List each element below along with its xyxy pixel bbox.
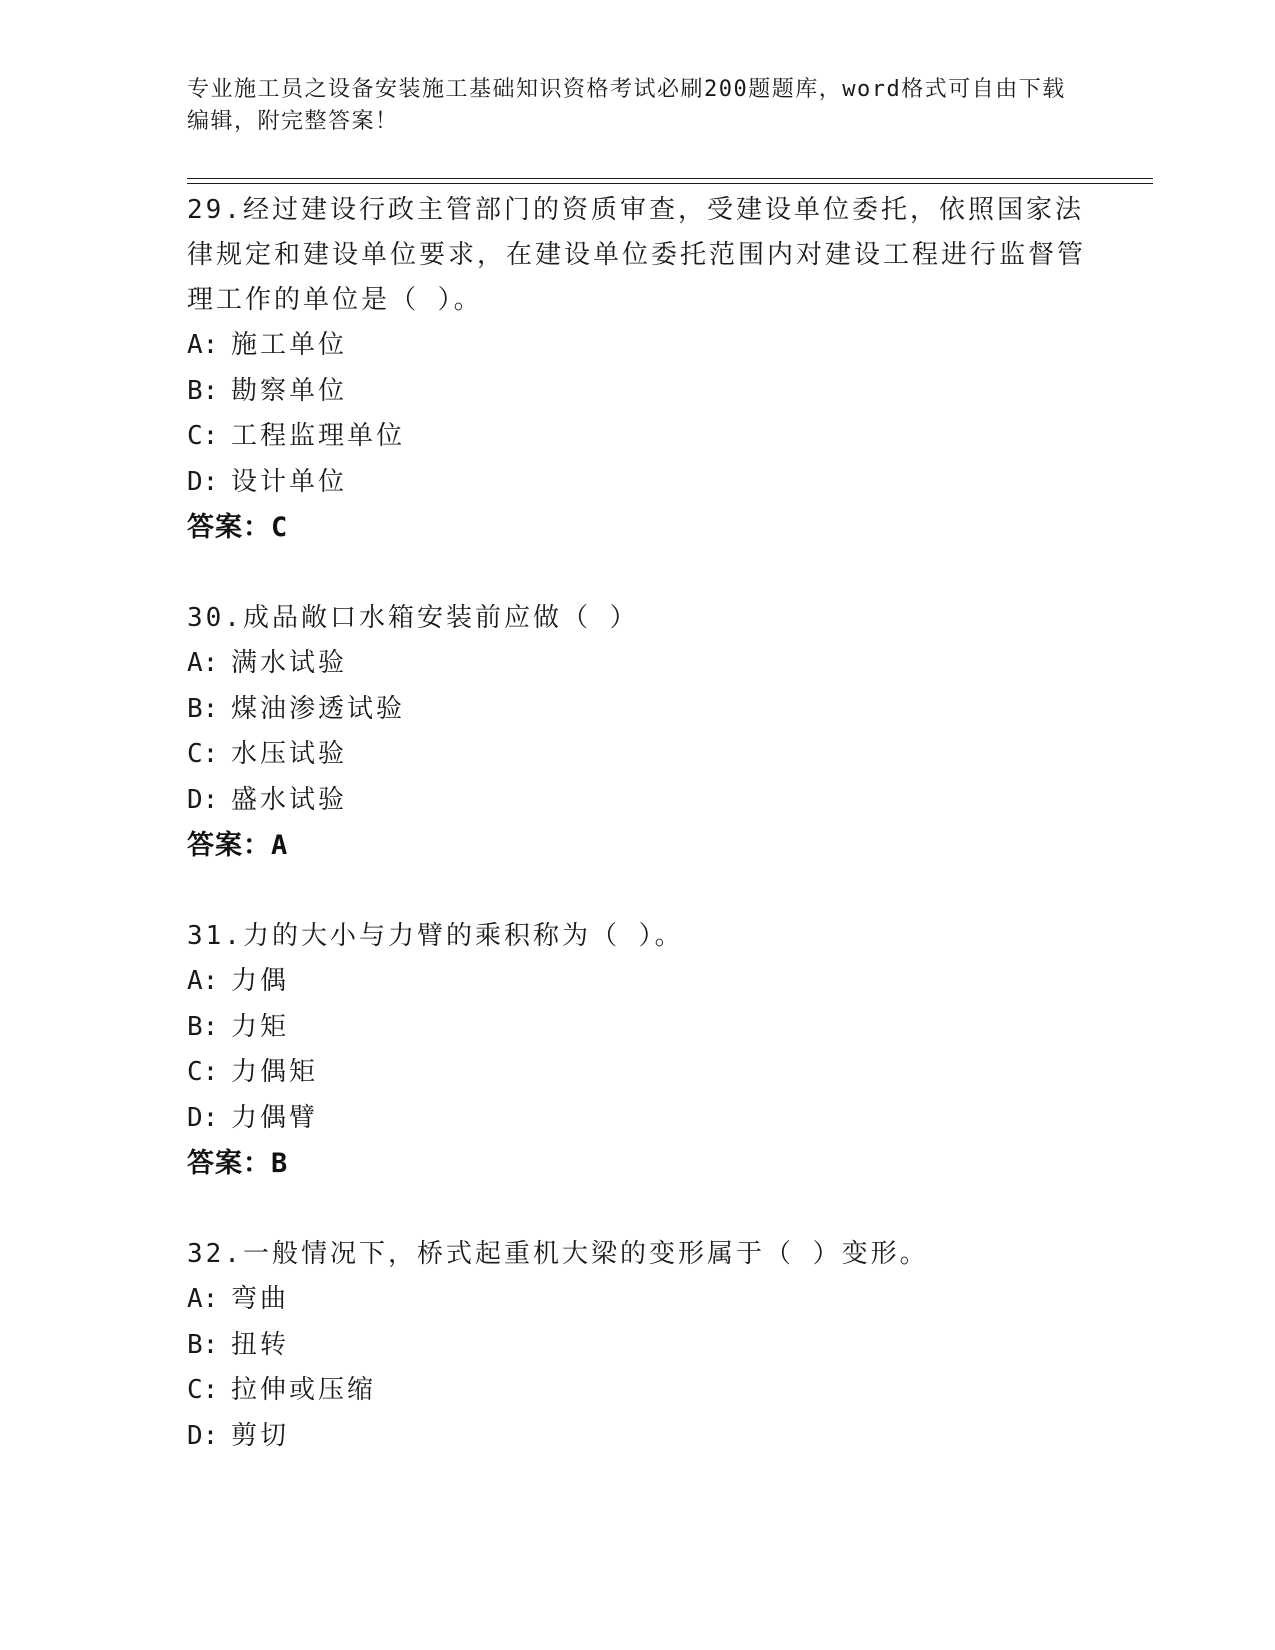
option-key: C: (187, 739, 219, 769)
option-text: 扭转 (231, 1329, 290, 1360)
option-text: 设计单位 (231, 466, 348, 497)
option-text: 满水试验 (231, 648, 348, 678)
option-key: A: (187, 648, 219, 678)
question-31 (187, 914, 1087, 1187)
option-key: C: (187, 421, 219, 451)
question-stem: 32.一般情况下，桥式起重机大梁的变形属于（ ）变形。 (187, 1239, 929, 1269)
option-key: D: (187, 1420, 219, 1451)
answer-line: 答案：C (187, 512, 289, 543)
option-text: 力矩 (231, 1011, 290, 1042)
spacer (187, 1187, 1087, 1232)
option-text: 水压试验 (231, 739, 348, 769)
option-text: 力偶矩 (231, 1057, 319, 1087)
option-d (187, 460, 1087, 506)
option-a (187, 959, 1087, 1005)
document-header: 专业施工员之设备安装施工基础知识资格考试必刷200题题库，word格式可自由下载编辑，附完整答案！ (187, 77, 1066, 134)
option-key: B: (187, 375, 219, 406)
option-b (187, 369, 1087, 415)
question-30 (187, 596, 1087, 869)
option-key: A: (187, 330, 219, 360)
option-key: A: (187, 1284, 219, 1314)
option-b (187, 1005, 1087, 1051)
option-a (187, 323, 1087, 369)
option-key: A: (187, 966, 219, 996)
question-stem: 31.力的大小与力臂的乘积称为（ ）。 (187, 921, 684, 951)
question-29 (187, 188, 1087, 551)
option-c (187, 414, 1087, 460)
answer-line: 答案：B (187, 1148, 289, 1179)
option-text: 剪切 (231, 1420, 290, 1451)
option-key: B: (187, 693, 219, 724)
question-list (187, 188, 1087, 1459)
option-a (187, 641, 1087, 687)
option-key: B: (187, 1329, 219, 1360)
option-key: D: (187, 784, 219, 815)
option-b (187, 1323, 1087, 1369)
option-c (187, 1050, 1087, 1096)
option-key: C: (187, 1375, 219, 1405)
option-d (187, 1414, 1087, 1460)
option-text: 拉伸或压缩 (231, 1375, 377, 1405)
option-b (187, 687, 1087, 733)
option-text: 工程监理单位 (231, 421, 406, 451)
option-text: 勘察单位 (231, 375, 348, 406)
answer-line: 答案：A (187, 830, 289, 861)
option-text: 弯曲 (231, 1284, 290, 1314)
option-text: 施工单位 (231, 330, 348, 360)
question-stem: 29.经过建设行政主管部门的资质审查，受建设单位委托，依照国家法律规定和建设单位要求，在建设单位委托范围内对建设工程进行监督管理工作的单位是（ ）。 (187, 195, 1087, 315)
header-divider-bottom (187, 183, 1153, 184)
option-a (187, 1277, 1087, 1323)
option-key: D: (187, 466, 219, 497)
header-divider-top (187, 178, 1153, 179)
question-stem: 30.成品敞口水箱安装前应做（ ） (187, 603, 639, 633)
option-text: 力偶臂 (231, 1102, 319, 1133)
option-c (187, 1368, 1087, 1414)
option-key: D: (187, 1102, 219, 1133)
spacer (187, 551, 1087, 596)
option-text: 煤油渗透试验 (231, 693, 406, 724)
spacer (187, 869, 1087, 914)
question-32 (187, 1232, 1087, 1459)
option-d (187, 1096, 1087, 1142)
option-key: B: (187, 1011, 219, 1042)
option-text: 盛水试验 (231, 784, 348, 815)
option-d (187, 778, 1087, 824)
option-c (187, 732, 1087, 778)
option-key: C: (187, 1057, 219, 1087)
option-text: 力偶 (231, 966, 290, 996)
